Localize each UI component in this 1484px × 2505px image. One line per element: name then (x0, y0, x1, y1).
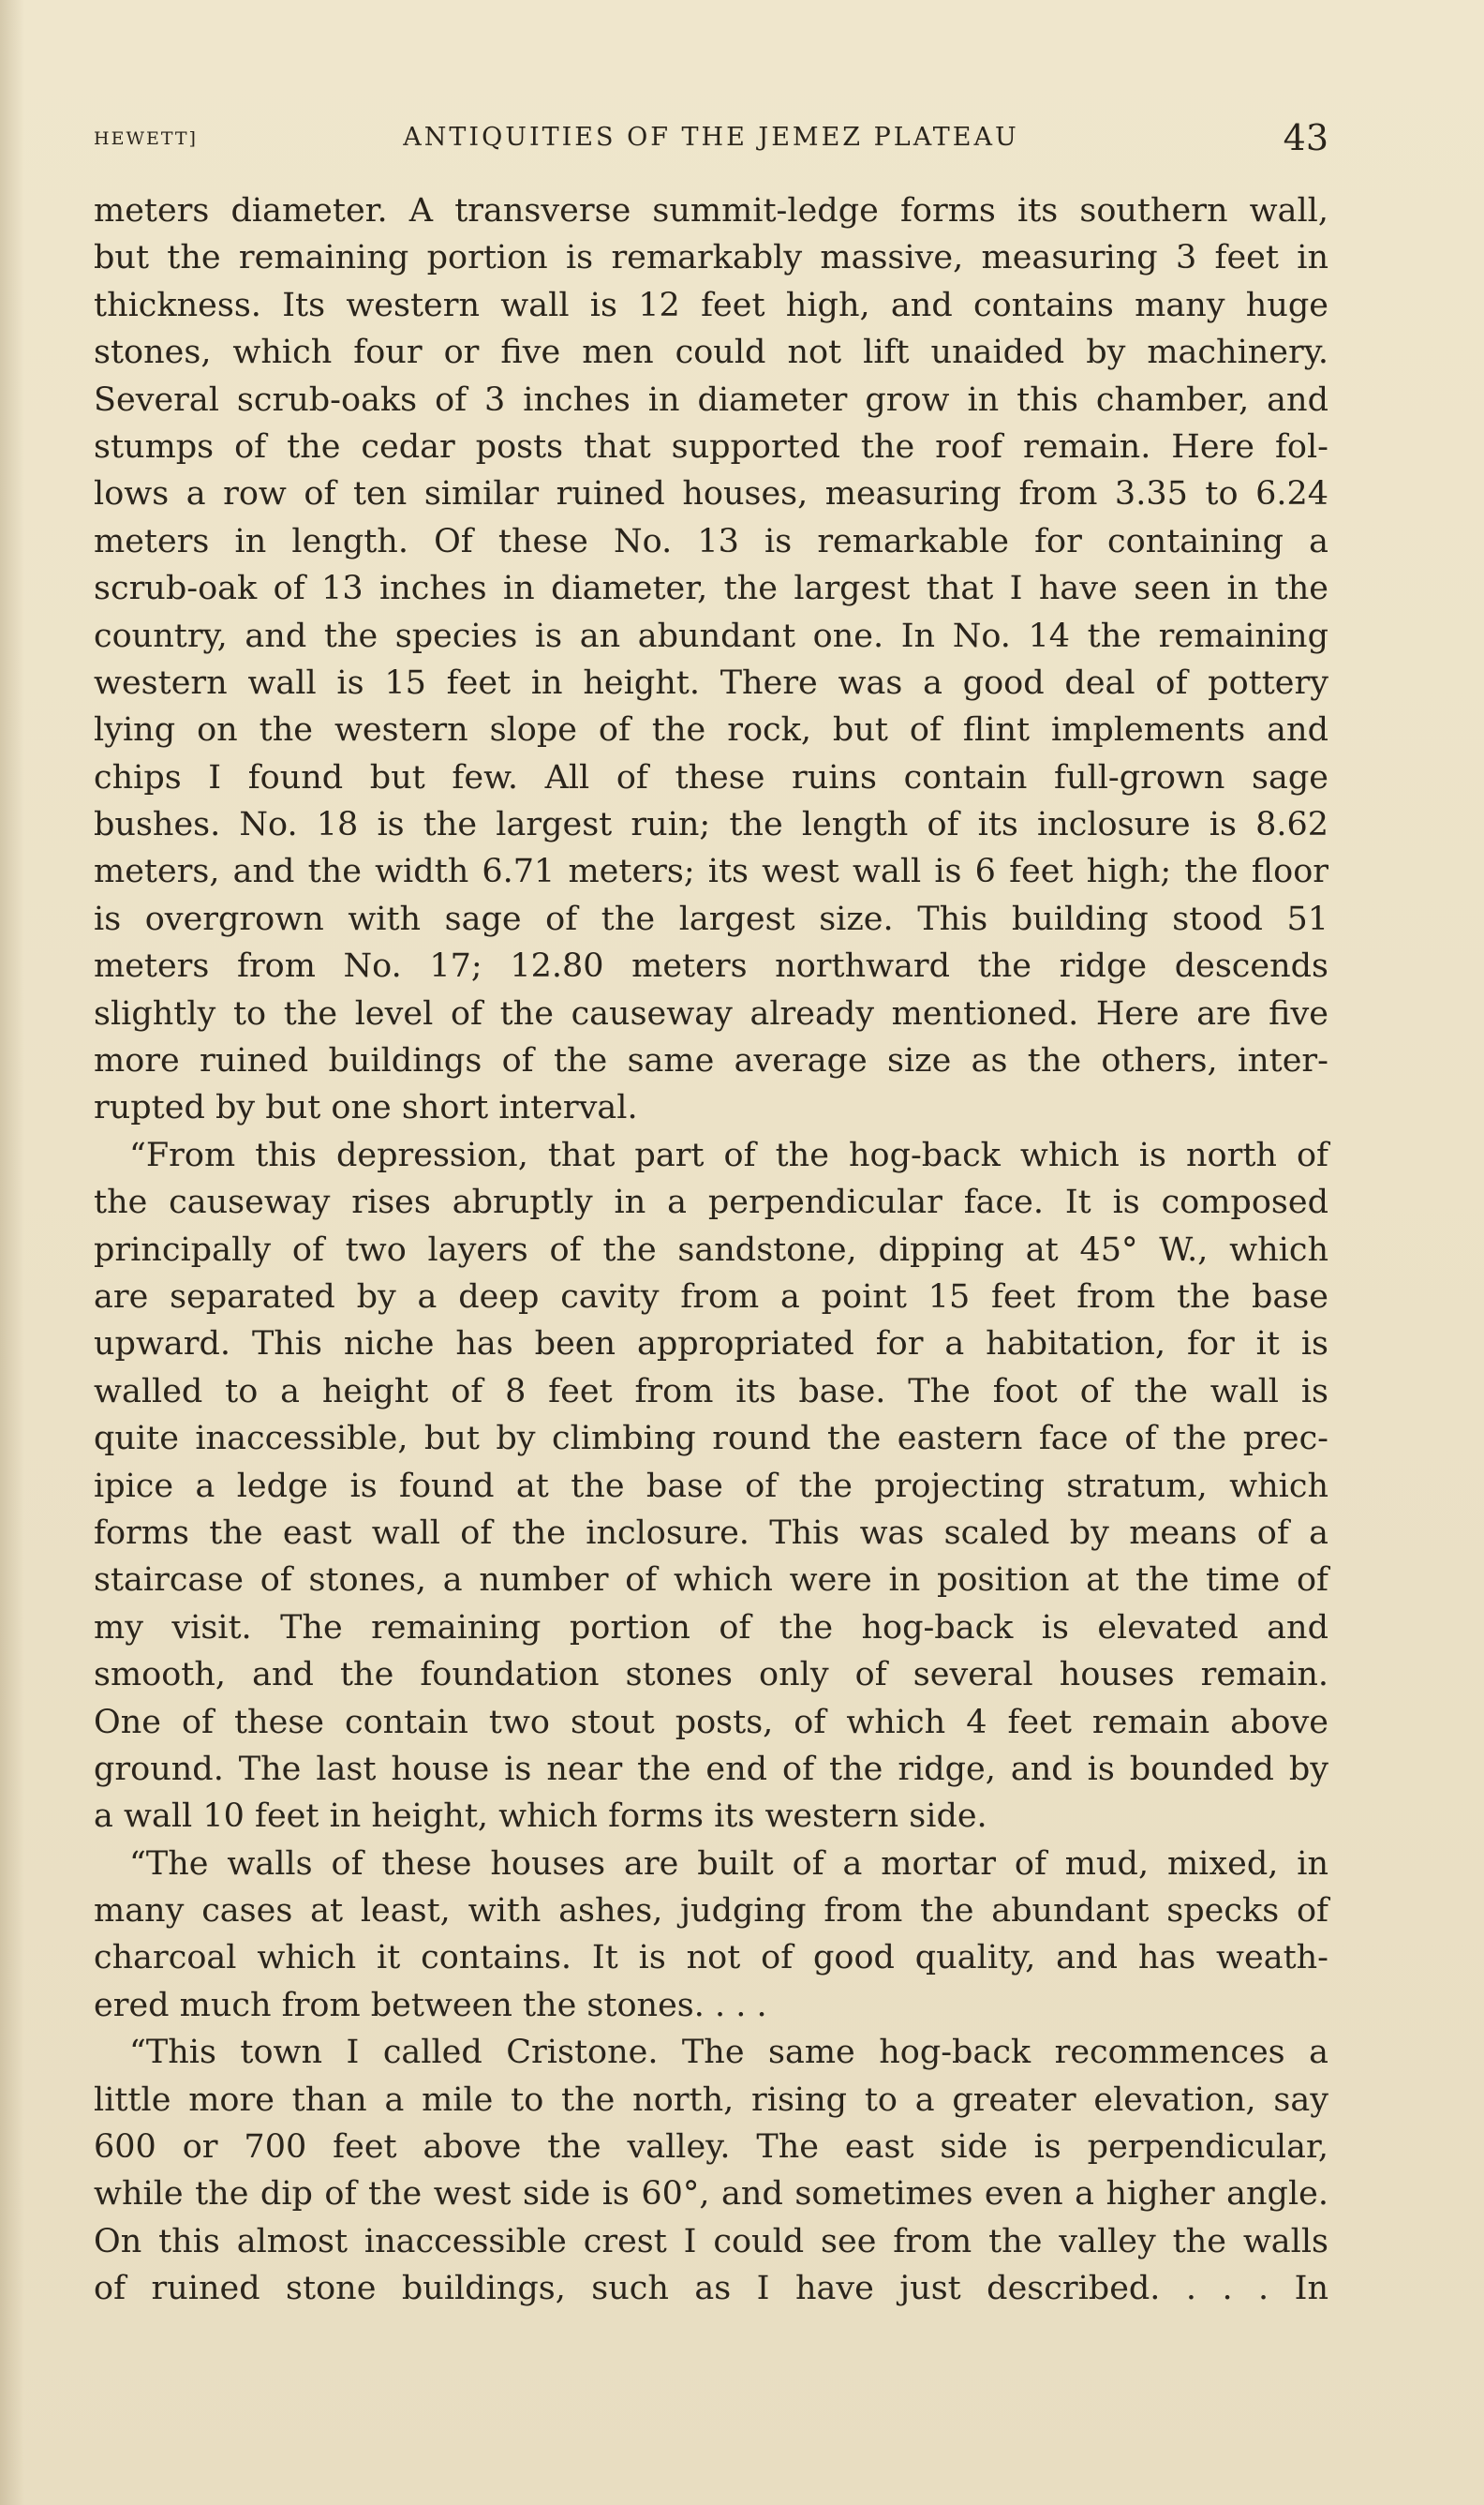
text-line: meters, and the width 6.71 meters; its west wall is 6 feet high; the floor (94, 853, 1328, 891)
text-line: 600 or 700 feet above the valley. The east side is perpendicular, (94, 2128, 1328, 2167)
text-line: walled to a height of 8 feet from its base. The foot of the wall is (94, 1372, 1328, 1410)
text-line: “This town I called Cristone. The same hog-back recommences a (129, 2034, 1328, 2072)
text-line: country, and the species is an abundant one. In No. 14 the remaining (94, 617, 1328, 655)
body-text (94, 187, 1328, 2313)
text-line: principally of two layers of the sandstone, dipping at 45° W., which (94, 1230, 1328, 1269)
text-line: little more than a mile to the north, rising to a greater elevation, say (94, 2080, 1328, 2119)
text-line: thickness. Its western wall is 12 feet high, and contains many huge (94, 286, 1328, 324)
text-line: stumps of the cedar posts that supported the roof remain. Here fol- (94, 427, 1328, 466)
running-head (94, 117, 1328, 164)
page-number: 43 (1283, 117, 1328, 158)
text-line: but the remaining portion is remarkably massive, measuring 3 feet in (94, 239, 1328, 277)
text-line: On this almost inaccessible crest I could see from the valley the walls (94, 2222, 1328, 2260)
text-line: more ruined buildings of the same average size as the others, inter- (94, 1042, 1328, 1081)
text-line: my visit. The remaining portion of the hog-back is elevated and (94, 1608, 1328, 1647)
text-line: quite inaccessible, but by climbing round the eastern face of the prec- (94, 1420, 1328, 1458)
text-line: staircase of stones, a number of which were in position at the time of (94, 1561, 1328, 1600)
text-line: meters from No. 17; 12.80 meters northward the ridge descends (94, 947, 1328, 986)
text-line: western wall is 15 feet in height. There was a good deal of pottery (94, 664, 1328, 702)
text-line: stones, which four or five men could not lift unaided by machinery. (94, 334, 1328, 372)
text-line: forms the east wall of the inclosure. This was scaled by means of a (94, 1513, 1328, 1552)
text-line: Several scrub-oaks of 3 inches in diameter grow in this chamber, and (94, 380, 1328, 419)
text-line: while the dip of the west side is 60°, and sometimes even a higher angle. (94, 2175, 1328, 2214)
text-line: of ruined stone buildings, such as I have just described. . . . In (94, 2270, 1328, 2308)
text-line: One of these contain two stout posts, of which 4 feet remain above (94, 1703, 1328, 1741)
text-line: “The walls of these houses are built of a mortar of mud, mixed, in (129, 1844, 1328, 1883)
text-line: smooth, and the foundation stones only of several houses remain. (94, 1656, 1328, 1694)
text-line: charcoal which it contains. It is not of good quality, and has weath- (94, 1939, 1328, 1977)
running-head-author: HEWETT] (94, 128, 198, 149)
running-head-title: ANTIQUITIES OF THE JEMEZ PLATEAU (403, 123, 1019, 152)
text-line: a wall 10 feet in height, which forms its western side. (94, 1797, 987, 1836)
text-line: scrub-oak of 13 inches in diameter, the largest that I have seen in the (94, 570, 1328, 608)
text-line: is overgrown with sage of the largest size. This building stood 51 (94, 900, 1328, 938)
text-line: lows a row of ten similar ruined houses, measuring from 3.35 to 6.24 (94, 475, 1328, 514)
text-line: ipice a ledge is found at the base of the projecting stratum, which (94, 1467, 1328, 1505)
text-line: ground. The last house is near the end of the ridge, and is bounded by (94, 1750, 1328, 1788)
page-gutter-shadow (0, 0, 24, 2505)
text-line: slightly to the level of the causeway already mentioned. Here are five (94, 994, 1328, 1033)
text-line: “From this depression, that part of the hog-back which is north of (129, 1136, 1328, 1174)
text-line: lying on the western slope of the rock, but of flint implements and (94, 711, 1328, 750)
text-line: chips I found but few. All of these ruins contain full-grown sage (94, 758, 1328, 797)
text-line: bushes. No. 18 is the largest ruin; the length of its inclosure is 8.62 (94, 806, 1328, 844)
text-line: upward. This niche has been appropriated for a habitation, for it is (94, 1325, 1328, 1364)
text-line: are separated by a deep cavity from a point 15 feet from the base (94, 1277, 1328, 1316)
text-line: meters diameter. A transverse summit-ledge forms its southern wall, (94, 192, 1328, 230)
text-line: many cases at least, with ashes, judging from the abundant specks of (94, 1892, 1328, 1931)
text-line: rupted by but one short interval. (94, 1089, 638, 1127)
text-line: ered much from between the stones. . . . (94, 1986, 767, 2024)
text-line: the causeway rises abruptly in a perpendicular face. It is composed (94, 1184, 1328, 1222)
text-line: meters in length. Of these No. 13 is remarkable for containing a (94, 522, 1328, 560)
